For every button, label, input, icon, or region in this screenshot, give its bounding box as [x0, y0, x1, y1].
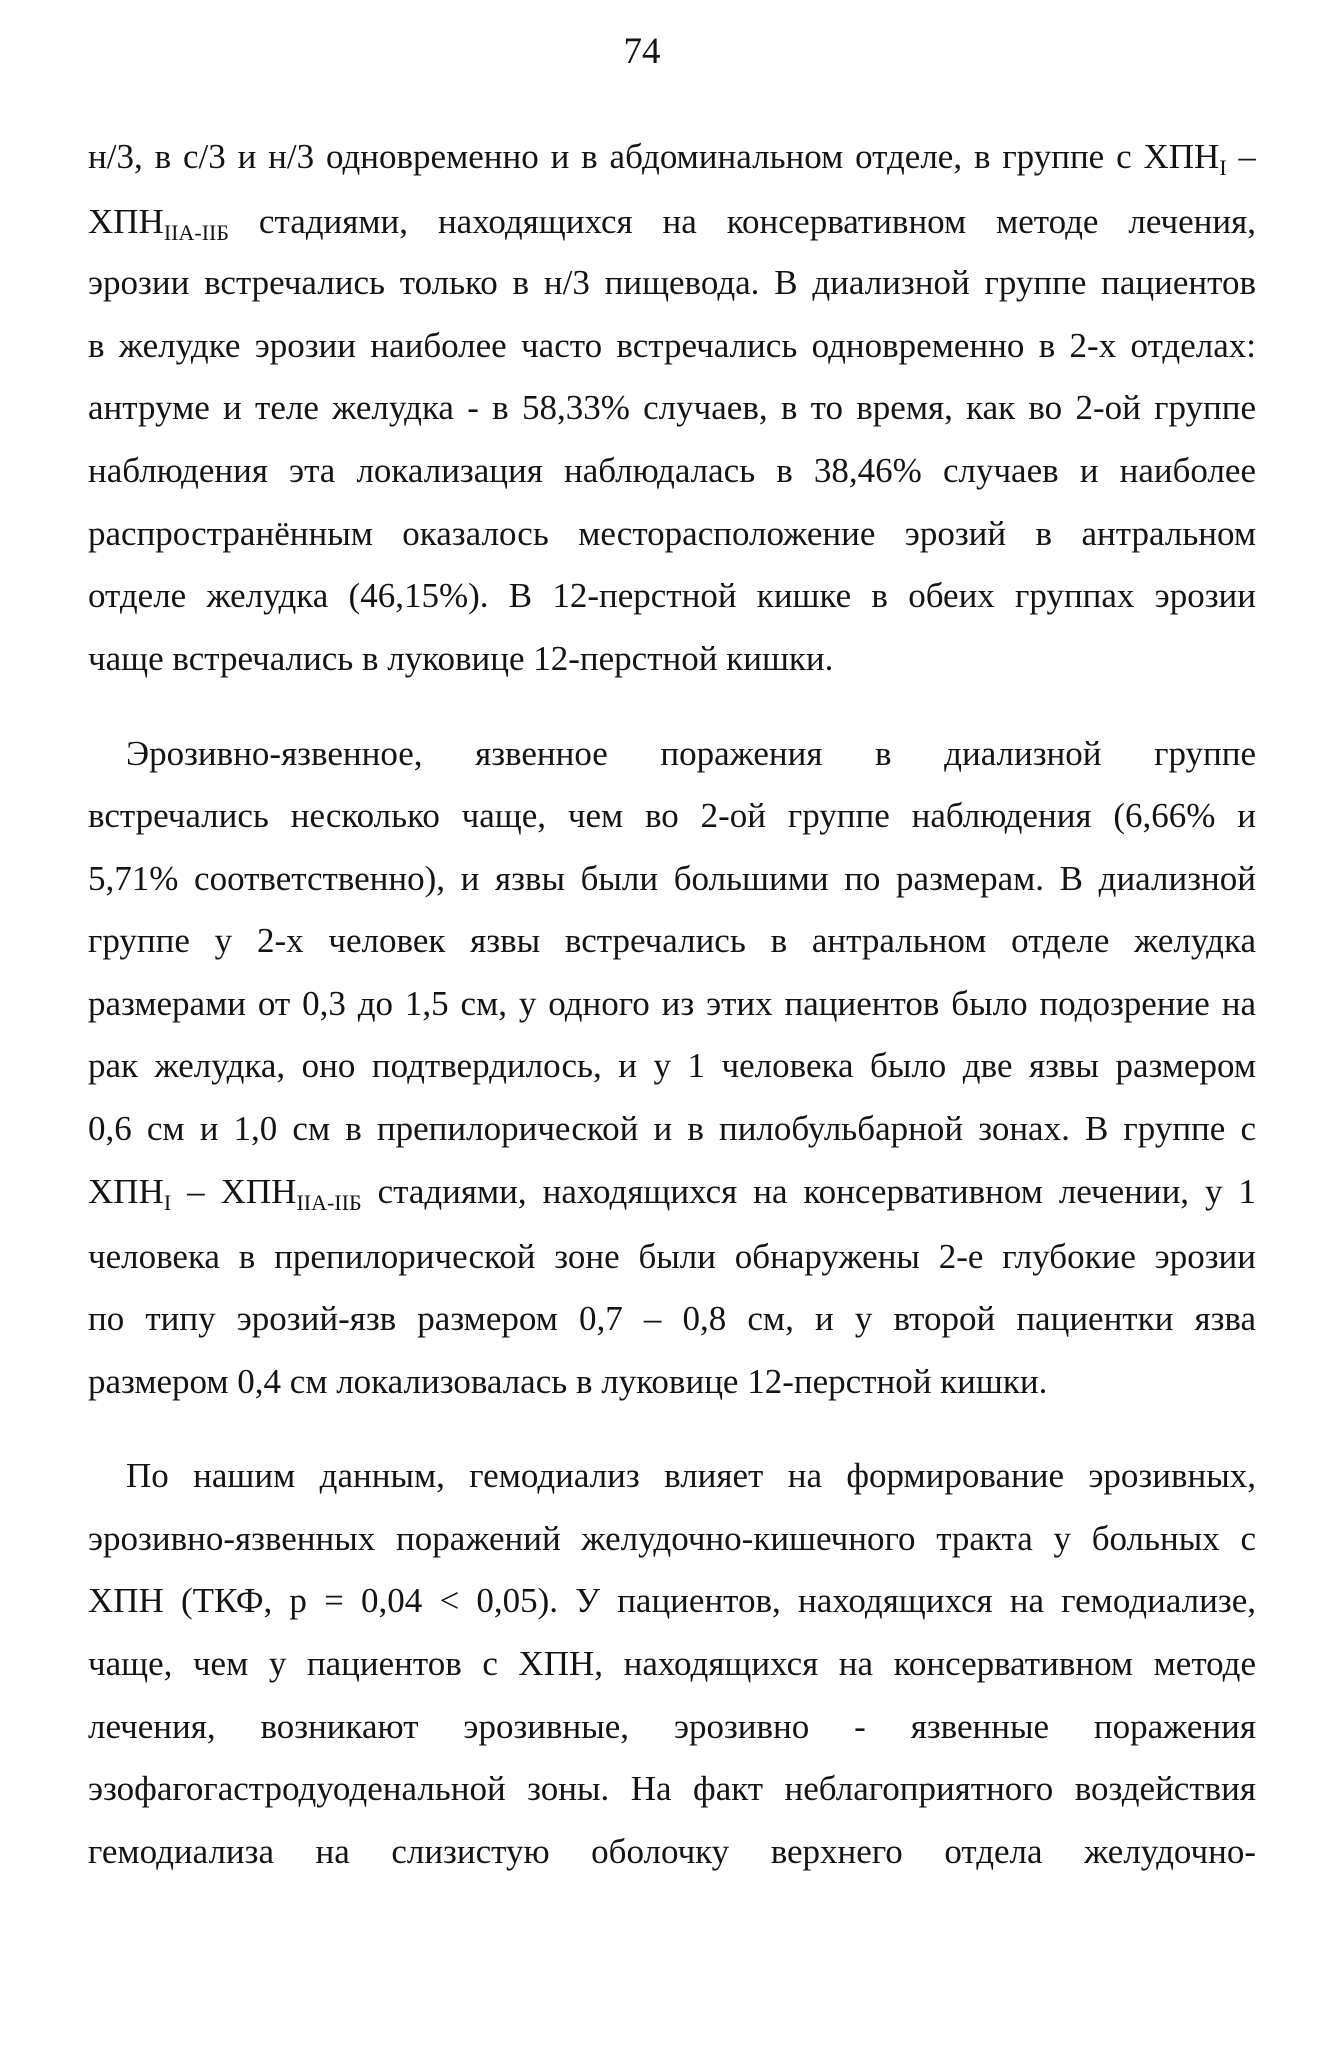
text-line: лечения, возникают эрозивные, эрозивно - язвенные поражения	[88, 1707, 1256, 1746]
text-line: эрозивно-язвенных поражений желудочно-кишечного тракта у больных с	[88, 1519, 1256, 1558]
text-line: размерами от 0,3 до 1,5 см, у одного из этих пациентов было подозрение на	[88, 984, 1256, 1023]
text-line: в желудке эрозии наиболее часто встречались одновременно в 2-х отделах:	[88, 326, 1256, 365]
text-line: встречались несколько чаще, чем во 2-ой группе наблюдения (6,66% и	[88, 796, 1256, 835]
page-number: 74	[623, 31, 661, 72]
text-line: человека в препилорической зоне были обнаружены 2-е глубокие эрозии	[88, 1237, 1256, 1276]
text-line: н/3, в с/3 и н/3 одновременно и в абдоминальном отделе, в группе с $ХПН_I$ –	[88, 137, 1256, 177]
text-line: рак желудка, оно подтвердилось, и у 1 человека было две язвы размером	[88, 1046, 1256, 1085]
text-line: распространённым оказалось месторасположение эрозий в антральном	[88, 514, 1256, 553]
text-line: эрозии встречались только в н/3 пищевода. В диализной группе пациентов	[88, 263, 1256, 302]
text-line: 0,6 см и 1,0 см в препилорической и в пилобульбарной зонах. В группе с	[88, 1109, 1256, 1148]
text-line: $ХПН_I - ХПН_{IIА-IIБ}$ стадиями, находящихся на консервативном лечении, у 1	[88, 1172, 1256, 1212]
text-line: 5,71% соответственно), и язвы были большими по размерам. В диализной	[88, 859, 1256, 898]
text-line: отделе желудка (46,15%). В 12-перстной кишке в обеих группах эрозии	[88, 576, 1256, 615]
text-line: группе у 2-х человек язвы встречались в антральном отделе желудка	[88, 921, 1256, 960]
text-line: Эрозивно-язвенное, язвенное поражения в диализной группе	[126, 734, 1256, 773]
text-line: гемодиализа на слизистую оболочку верхнего отдела желудочно-	[88, 1832, 1256, 1871]
text-line: ХПН (ТКФ, р = 0,04 < 0,05). У пациентов, находящихся на гемодиализе,	[88, 1581, 1256, 1620]
text-line: чаще встречались в луковице 12-перстной кишки.	[88, 639, 834, 678]
text-line: По нашим данным, гемодиализ влияет на формирование эрозивных,	[126, 1456, 1256, 1495]
text-line: размером 0,4 см локализовалась в луковице 12-перстной кишки.	[88, 1362, 1048, 1401]
text-line: эзофагогастродуоденальной зоны. На факт неблагоприятного воздействия	[88, 1769, 1256, 1808]
text-line: наблюдения эта локализация наблюдалась в 38,46% случаев и наиболее	[88, 451, 1256, 490]
text-line: чаще, чем у пациентов с ХПН, находящихся на консервативном методе	[88, 1644, 1256, 1683]
text-line: $ХПН_{IIА-IIБ}$ стадиями, находящихся на консервативном методе лечения,	[88, 202, 1256, 242]
text-line: по типу эрозий-язв размером 0,7 – 0,8 см, и у второй пациентки язва	[88, 1299, 1256, 1338]
text-line: антруме и теле желудка - в 58,33% случаев, в то время, как во 2-ой группе	[88, 388, 1256, 427]
